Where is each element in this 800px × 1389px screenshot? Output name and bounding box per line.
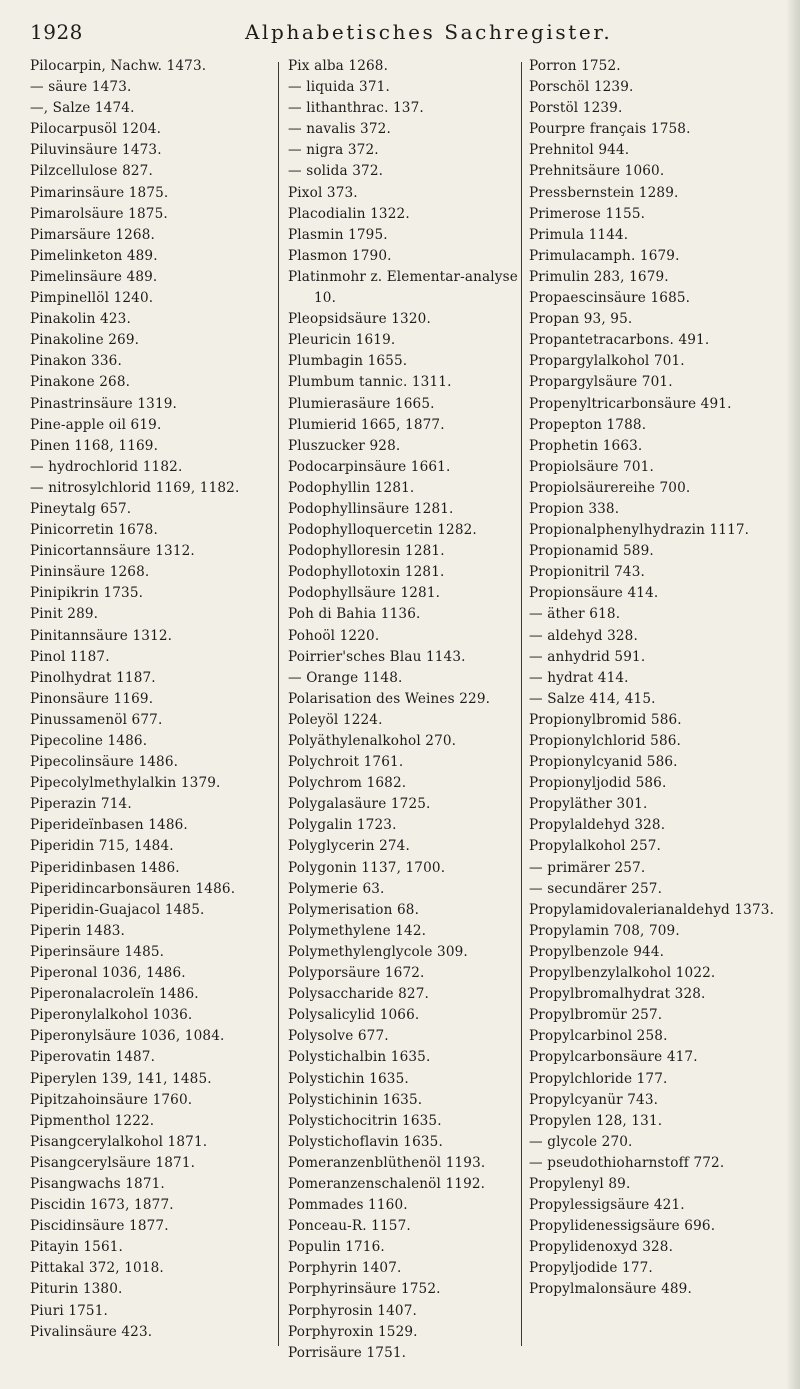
index-entry: Pinussamenöl 677. bbox=[30, 711, 163, 728]
index-entry: Porschöl 1239. bbox=[529, 79, 634, 96]
index-entry: Plasmon 1790. bbox=[288, 247, 392, 264]
index-entry: Plumierid 1665, 1877. bbox=[288, 416, 445, 433]
index-entry: Propylamidovalerianaldehyd 1373. bbox=[529, 901, 775, 918]
index-entry: Propionalphenylhydrazin 1117. bbox=[529, 522, 750, 539]
index-entry: Propantetracarbons. 491. bbox=[529, 332, 710, 349]
index-entry: Propyläther 301. bbox=[529, 796, 648, 813]
index-entry: Piperonalacroleïn 1486. bbox=[30, 986, 199, 1003]
index-entry: — solida 372. bbox=[288, 163, 384, 180]
index-entry: Piperin 1483. bbox=[30, 922, 126, 939]
index-entry: Pixol 373. bbox=[288, 184, 358, 201]
index-entry: Pinonsäure 1169. bbox=[30, 690, 154, 707]
index-entry: Propylchloride 177. bbox=[529, 1070, 668, 1087]
index-entry: Pittakal 372, 1018. bbox=[30, 1260, 164, 1277]
index-entry: — primärer 257. bbox=[529, 859, 646, 876]
index-entry: Pisangwachs 1871. bbox=[30, 1175, 165, 1192]
index-entry: — hydrochlorid 1182. bbox=[30, 458, 183, 475]
index-entry: Polymerie 63. bbox=[288, 880, 385, 897]
index-entry: Primula 1144. bbox=[529, 226, 629, 243]
index-entry: Porphyrosin 1407. bbox=[288, 1302, 417, 1319]
index-column-3 bbox=[529, 56, 791, 1301]
index-entry: Propylen 128, 131. bbox=[529, 1112, 663, 1129]
index-entry: Pix alba 1268. bbox=[288, 58, 389, 74]
index-entry: Propionitril 743. bbox=[529, 564, 645, 581]
index-entry: Pinolhydrat 1187. bbox=[30, 669, 156, 686]
index-entry: Primulacamph. 1679. bbox=[529, 247, 680, 264]
index-entry: Polyporsäure 1672. bbox=[288, 965, 425, 982]
index-entry: Pommades 1160. bbox=[288, 1197, 408, 1214]
index-entry: Piscidin 1673, 1877. bbox=[30, 1197, 174, 1214]
index-entry: Pinen 1168, 1169. bbox=[30, 437, 159, 454]
index-entry: Porstöl 1239. bbox=[529, 100, 623, 117]
index-entry: Pisangcerylsäure 1871. bbox=[30, 1154, 196, 1171]
index-entry: Polystichalbin 1635. bbox=[288, 1049, 431, 1066]
index-entry: Propylalkohol 257. bbox=[529, 838, 662, 855]
index-entry: Plumbum tannic. 1311. bbox=[288, 374, 452, 391]
index-entry: Polygalasäure 1725. bbox=[288, 796, 431, 813]
index-entry: Polarisation des Weines 229. bbox=[288, 690, 491, 707]
index-entry: Placodialin 1322. bbox=[288, 205, 410, 222]
index-entry: Polyäthylenalkohol 270. bbox=[288, 733, 457, 749]
index-entry: Prehnitol 944. bbox=[529, 142, 630, 159]
index-entry: Propylbenzylalkohol 1022. bbox=[529, 965, 716, 982]
index-entry: Piperonylsäure 1036, 1084. bbox=[30, 1028, 225, 1045]
index-entry: Pourpre français 1758. bbox=[529, 121, 691, 138]
index-entry: Pilocarpin, Nachw. 1473. bbox=[30, 58, 207, 74]
index-entry: Polyglycerin 274. bbox=[288, 838, 410, 855]
index-entry: Poh di Bahia 1136. bbox=[288, 606, 421, 623]
index-entry: Pimelinsäure 489. bbox=[30, 268, 158, 285]
index-entry: Polygonin 1137, 1700. bbox=[288, 859, 446, 876]
index-entry: Polymethylene 142. bbox=[288, 922, 427, 939]
index-entry: Plasmin 1795. bbox=[288, 226, 388, 243]
index-entry: — pseudothioharnstoff 772. bbox=[529, 1154, 725, 1171]
index-entry: Propaescinsäure 1685. bbox=[529, 290, 691, 307]
index-entry: Pinitannsäure 1312. bbox=[30, 627, 173, 644]
index-entry: Piperidin-Guajacol 1485. bbox=[30, 901, 205, 918]
index-entry: Podophyllinsäure 1281. bbox=[288, 500, 454, 517]
index-entry: Podophyllsäure 1281. bbox=[288, 585, 441, 602]
index-entry: Porphyrinsäure 1752. bbox=[288, 1281, 441, 1298]
index-entry: — anhydrid 591. bbox=[529, 648, 646, 665]
index-entry: Polygalin 1723. bbox=[288, 817, 397, 834]
index-entry: — secundärer 257. bbox=[529, 880, 663, 897]
index-entry: Propepton 1788. bbox=[529, 416, 647, 433]
index-columns bbox=[30, 56, 790, 1376]
index-entry: Piuri 1751. bbox=[30, 1302, 108, 1319]
index-entry: Pivalinsäure 423. bbox=[30, 1323, 153, 1340]
index-entry: Populin 1716. bbox=[288, 1239, 385, 1256]
index-entry: Piperazin 714. bbox=[30, 796, 132, 813]
index-entry: Propionylbromid 586. bbox=[529, 711, 682, 728]
index-entry: Piscidinsäure 1877. bbox=[30, 1218, 169, 1235]
index-entry: Propiolsäure 701. bbox=[529, 458, 654, 475]
index-entry: Primulin 283, 1679. bbox=[529, 268, 669, 285]
index-entry: — Orange 1148. bbox=[288, 669, 403, 686]
index-column-1 bbox=[30, 56, 273, 1343]
index-entry: — Salze 414, 415. bbox=[529, 690, 656, 707]
page-edge-shadow bbox=[786, 0, 800, 1389]
index-entry: Pomeranzenblüthenöl 1193. bbox=[288, 1154, 486, 1171]
index-entry: Porrisäure 1751. bbox=[288, 1344, 407, 1361]
index-entry: Propylessigsäure 421. bbox=[529, 1197, 685, 1214]
index-entry: — glycole 270. bbox=[529, 1133, 633, 1150]
index-entry: Pinastrinsäure 1319. bbox=[30, 395, 178, 412]
index-entry: Propyljodide 177. bbox=[529, 1260, 653, 1277]
index-entry: Propan 93, 95. bbox=[529, 311, 633, 328]
index-entry: Polychroit 1761. bbox=[288, 754, 404, 771]
index-entry: Piperonal 1036, 1486. bbox=[30, 965, 186, 982]
index-entry: Propionamid 589. bbox=[529, 543, 654, 560]
index-entry: Polystichinin 1635. bbox=[288, 1091, 423, 1108]
index-entry: Ponceau-R. 1157. bbox=[288, 1218, 411, 1235]
index-entry: Piperylen 139, 141, 1485. bbox=[30, 1070, 212, 1087]
index-entry: Propylenyl 89. bbox=[529, 1175, 631, 1192]
index-entry: Polysolve 677. bbox=[288, 1028, 389, 1045]
index-entry: Podophyllin 1281. bbox=[288, 479, 415, 496]
index-entry: Propylidenessigsäure 696. bbox=[529, 1218, 716, 1235]
index-entry: Pleopsidsäure 1320. bbox=[288, 311, 431, 328]
index-entry: Piperidin 715, 1484. bbox=[30, 838, 174, 855]
page-number: 1928 bbox=[30, 20, 83, 44]
index-column-2 bbox=[288, 56, 536, 1364]
index-entry: Polystichocitrin 1635. bbox=[288, 1112, 442, 1129]
index-entry: Pipecoline 1486. bbox=[30, 733, 148, 749]
index-entry: Piperonylalkohol 1036. bbox=[30, 1007, 193, 1024]
index-entry: — äther 618. bbox=[529, 606, 621, 623]
index-entry: Prophetin 1663. bbox=[529, 437, 643, 454]
index-entry: Pipecolylmethylalkin 1379. bbox=[30, 775, 221, 792]
index-entry: Podophylloresin 1281. bbox=[288, 543, 445, 560]
index-entry: Propionylchlorid 586. bbox=[529, 733, 682, 749]
index-entry: Poirrier'sches Blau 1143. bbox=[288, 648, 466, 665]
index-entry: Propylidenoxyd 328. bbox=[529, 1239, 674, 1256]
index-entry: Pluszucker 928. bbox=[288, 437, 401, 454]
index-entry: Piperidinbasen 1486. bbox=[30, 859, 180, 876]
index-entry: Piperideïnbasen 1486. bbox=[30, 817, 188, 834]
index-entry: Propargylalkohol 701. bbox=[529, 353, 685, 370]
index-entry: Pressbernstein 1289. bbox=[529, 184, 679, 201]
index-entry: Pipmenthol 1222. bbox=[30, 1112, 155, 1129]
index-entry: Piperidincarbonsäuren 1486. bbox=[30, 880, 236, 897]
index-entry: Plumierasäure 1665. bbox=[288, 395, 435, 412]
index-entry: Pimarsäure 1268. bbox=[30, 226, 156, 243]
index-entry: Pinicortannsäure 1312. bbox=[30, 543, 195, 560]
column-divider bbox=[278, 62, 279, 1346]
index-entry: Propylbromalhydrat 328. bbox=[529, 986, 706, 1003]
index-entry: Pleuricin 1619. bbox=[288, 332, 396, 349]
index-entry: Polymerisation 68. bbox=[288, 901, 420, 918]
column-divider bbox=[521, 62, 522, 1346]
index-entry: Propiolsäurereihe 700. bbox=[529, 479, 691, 496]
index-entry: Pilzcellulose 827. bbox=[30, 163, 153, 180]
index-entry: Pipitzahoinsäure 1760. bbox=[30, 1091, 193, 1108]
index-entry: Pininsäure 1268. bbox=[30, 564, 150, 581]
index-entry: Propylbenzole 944. bbox=[529, 943, 665, 960]
running-title: Alphabetisches Sachregister. bbox=[245, 20, 613, 44]
index-entry: Piluvinsäure 1473. bbox=[30, 142, 162, 159]
index-entry: Pinicorretin 1678. bbox=[30, 522, 158, 539]
index-entry: Pinakone 268. bbox=[30, 374, 131, 391]
index-entry: Propionyljodid 586. bbox=[529, 775, 667, 792]
index-entry: Porron 1752. bbox=[529, 58, 621, 74]
index-entry: Prehnitsäure 1060. bbox=[529, 163, 665, 180]
index-entry: Polystichoflavin 1635. bbox=[288, 1133, 443, 1150]
index-entry: Propenyltricarbonsäure 491. bbox=[529, 395, 732, 412]
index-entry: Pohoöl 1220. bbox=[288, 627, 380, 644]
index-entry: Propargylsäure 701. bbox=[529, 374, 673, 391]
index-entry: Pimarolsäure 1875. bbox=[30, 205, 168, 222]
index-entry: Podophyllotoxin 1281. bbox=[288, 564, 445, 581]
index-entry: Podocarpinsäure 1661. bbox=[288, 458, 451, 475]
index-entry: Polysalicylid 1066. bbox=[288, 1007, 420, 1024]
index-entry: Plumbagin 1655. bbox=[288, 353, 408, 370]
index-entry: — nigra 372. bbox=[288, 142, 379, 159]
index-entry: Pimelinketon 489. bbox=[30, 247, 158, 264]
index-entry: Pinakoline 269. bbox=[30, 332, 140, 349]
index-entry: Propylaldehyd 328. bbox=[529, 817, 666, 834]
index-entry: Pitayin 1561. bbox=[30, 1239, 124, 1256]
index-entry: Pinakon 336. bbox=[30, 353, 122, 370]
index-entry: Propylcyanür 743. bbox=[529, 1091, 659, 1108]
index-entry: Primerose 1155. bbox=[529, 205, 646, 222]
index-entry: Pine-apple oil 619. bbox=[30, 416, 162, 433]
index-entry: Podophylloquercetin 1282. bbox=[288, 522, 477, 539]
index-entry: Pineytalg 657. bbox=[30, 500, 132, 517]
index-entry: Propionsäure 414. bbox=[529, 585, 659, 602]
index-entry: Pinol 1187. bbox=[30, 648, 110, 665]
index-entry: Propylamin 708, 709. bbox=[529, 922, 680, 939]
index-entry: Piturin 1380. bbox=[30, 1281, 123, 1298]
index-entry: Pinit 289. bbox=[30, 606, 99, 623]
index-entry: — aldehyd 328. bbox=[529, 627, 638, 644]
index-entry: — liquida 371. bbox=[288, 79, 390, 96]
index-entry: Propion 338. bbox=[529, 500, 620, 517]
index-entry: Piperovatin 1487. bbox=[30, 1049, 156, 1066]
index-entry: Polymethylenglycole 309. bbox=[288, 943, 468, 960]
index-entry: —, Salze 1474. bbox=[30, 100, 135, 117]
index-entry: Porphyroxin 1529. bbox=[288, 1323, 418, 1340]
index-entry: Polystichin 1635. bbox=[288, 1070, 409, 1087]
index-entry: — navalis 372. bbox=[288, 121, 391, 138]
index-entry: Pomeranzenschalenöl 1192. bbox=[288, 1175, 486, 1192]
index-entry: Polychrom 1682. bbox=[288, 775, 407, 792]
index-entry: Propylcarbonsäure 417. bbox=[529, 1049, 698, 1066]
index-entry: Pisangcerylalkohol 1871. bbox=[30, 1133, 208, 1150]
index-entry: — nitrosylchlorid 1169, 1182. bbox=[30, 479, 240, 496]
index-entry: Pinakolin 423. bbox=[30, 311, 131, 328]
index-entry: Propylcarbinol 258. bbox=[529, 1028, 668, 1045]
index-entry: Pimpinellöl 1240. bbox=[30, 290, 154, 307]
index-entry: Pipecolinsäure 1486. bbox=[30, 754, 179, 771]
index-entry: Polysaccharide 827. bbox=[288, 986, 430, 1003]
index-entry: — lithanthrac. 137. bbox=[288, 100, 424, 117]
index-entry: Pilocarpusöl 1204. bbox=[30, 121, 162, 138]
index-entry: Propionylcyanid 586. bbox=[529, 754, 678, 771]
index-entry: — hydrat 414. bbox=[529, 669, 629, 686]
index-entry: Platinmohr z. Elementar-analyse 10. bbox=[288, 268, 518, 307]
index-entry: Piperinsäure 1485. bbox=[30, 943, 165, 960]
index-entry: Pinipikrin 1735. bbox=[30, 585, 144, 602]
index-entry: — säure 1473. bbox=[30, 79, 132, 96]
page-header bbox=[30, 6, 790, 46]
index-entry: Pimarinsäure 1875. bbox=[30, 184, 169, 201]
index-entry: Poleyöl 1224. bbox=[288, 711, 383, 728]
index-entry: Porphyrin 1407. bbox=[288, 1260, 402, 1277]
index-entry: Propylbromür 257. bbox=[529, 1007, 663, 1024]
index-entry: Propylmalonsäure 489. bbox=[529, 1281, 692, 1298]
